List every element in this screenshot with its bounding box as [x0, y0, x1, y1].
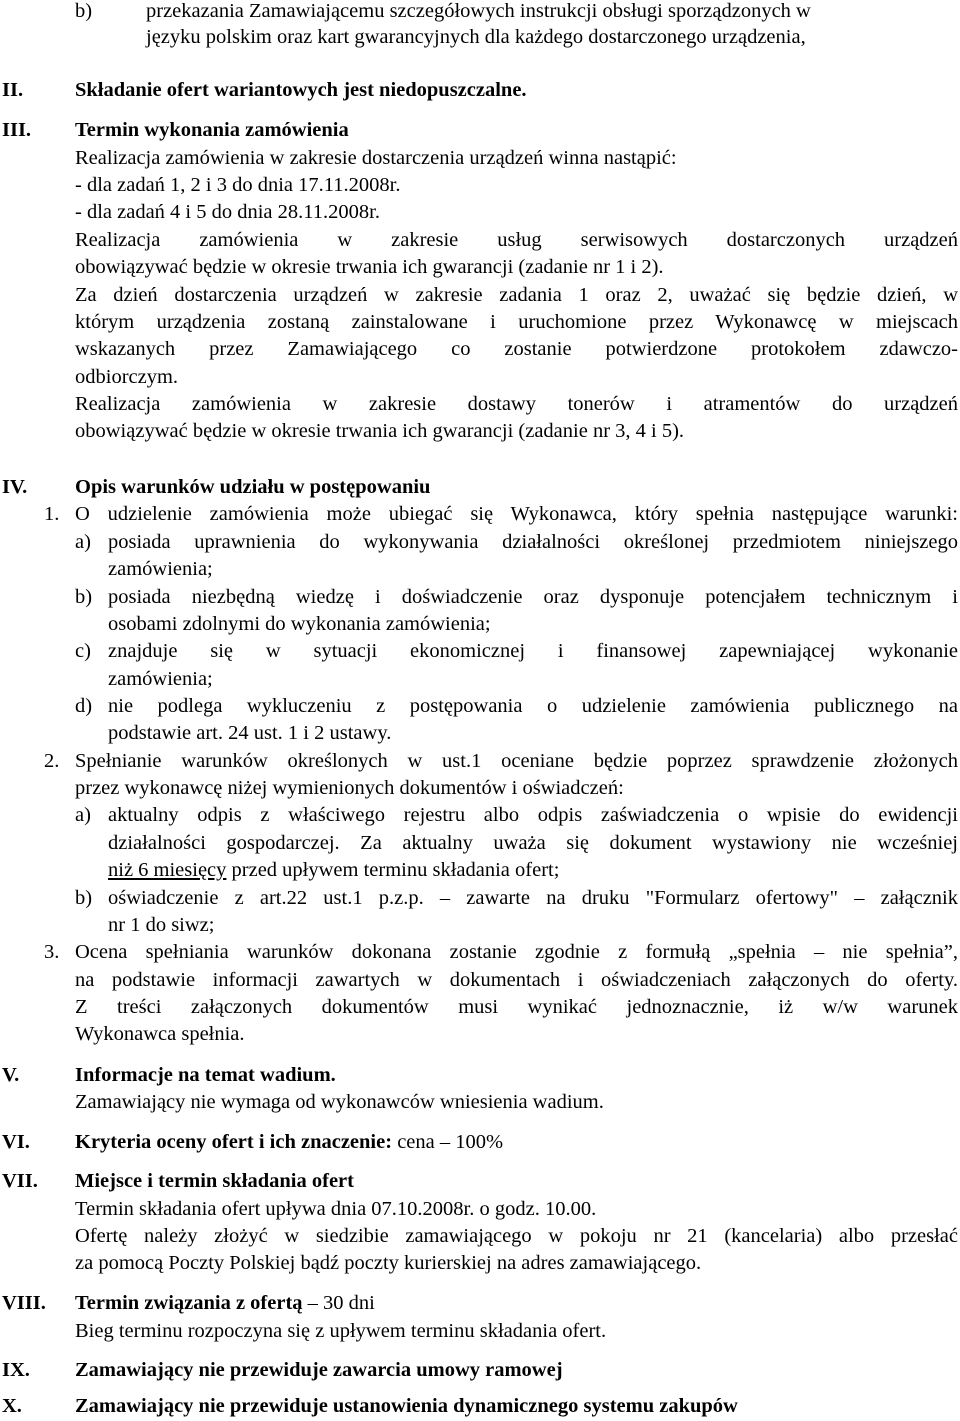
item-text: oświadczenie z art.22 ust.1 p.z.p. – zawarte na druku "Formularz ofertowy" – załącznik [108, 887, 958, 909]
item-letter: b) [75, 586, 93, 608]
item-text: posiada uprawnienia do wykonywania działalności określonej przedmiotem niniejszego [108, 531, 958, 553]
paragraph-line: - dla zadań 4 i 5 do dnia 28.11.2008r. [75, 201, 380, 223]
section-title: Termin związania z ofertą [75, 1292, 303, 1314]
item-text: podstawie art. 24 ust. 1 i 2 ustawy. [108, 722, 392, 744]
paragraph-line: obowiązywać będzie w okresie trwania ich gwarancji (zadanie nr 3, 4 i 5). [75, 420, 685, 442]
item-text: znajduje się w sytuacji ekonomicznej i finansowej zapewniającej wykonanie [108, 640, 958, 662]
item-text: przez wykonawcę niżej wymienionych dokumentów i oświadczeń: [75, 777, 624, 799]
item-text: osobami zdolnymi do wykonania zamówienia; [108, 613, 491, 635]
item-text: nie podlega wykluczeniu z postępowania o udzielenie zamówienia publicznego na [108, 695, 958, 717]
item-letter: a) [75, 804, 91, 826]
section-number: IX. [2, 1359, 30, 1381]
paragraph-line: wskazanych przez Zamawiającego co zostanie potwierdzone protokołem zdawczo- [75, 338, 958, 360]
paragraph-line: obowiązywać będzie w okresie trwania ich gwarancji (zadanie nr 1 i 2). [75, 256, 664, 278]
item-text: Ocena spełniania warunków dokonana zostanie zgodnie z formułą „spełnia – nie spełnia”, [75, 941, 958, 963]
paragraph-line: Za dzień dostarczenia urządzeń w zakresie zadania 1 oraz 2, uważać się będzie dzień, w [75, 284, 958, 306]
item-number: 2. [44, 750, 60, 772]
item-text: zamówienia; [108, 668, 213, 690]
section-number: X. [2, 1395, 22, 1417]
item-text: posiada niezbędną wiedzę i doświadczenie oraz dysponuje potencjałem technicznym i [108, 586, 958, 608]
paragraph-line: Ofertę należy złożyć w siedzibie zamawiającego w pokoju nr 21 (kancelaria) albo przesłać [75, 1225, 958, 1247]
item-text: na podstawie informacji zawartych w dokumentach i oświadczeniach załączonych do oferty. [75, 969, 958, 991]
section-title: Zamawiający nie przewiduje zawarcia umowy ramowej [75, 1359, 563, 1381]
item-letter: b) [75, 887, 93, 909]
section-number: V. [2, 1064, 20, 1086]
item-text: Wykonawca spełnia. [75, 1023, 245, 1045]
section-number: VIII. [2, 1292, 46, 1314]
section-title: Składanie ofert wariantowych jest niedopuszczalne. [75, 79, 527, 101]
item-letter: b) [75, 0, 93, 22]
item-letter: c) [75, 640, 91, 662]
item-text-composite [108, 857, 559, 883]
underlined-text: niż 6 miesięcy [108, 859, 227, 881]
section-number: IV. [2, 476, 28, 498]
section-title: Miejsce i termin składania ofert [75, 1170, 354, 1192]
item-number: 3. [44, 941, 60, 963]
paragraph-line: odbiorczym. [75, 366, 179, 388]
paragraph-line: Zamawiający nie wymaga od wykonawców wniesienia wadium. [75, 1091, 604, 1113]
section-title: Informacje na temat wadium. [75, 1064, 336, 1086]
paragraph-line: Realizacja zamówienia w zakresie dostarczenia urządzeń winna nastąpić: [75, 147, 677, 169]
paragraph-line: Realizacja zamówienia w zakresie dostawy tonerów i atramentów do urządzeń [75, 393, 958, 415]
paragraph-line: za pomocą Poczty Polskiej bądź poczty kurierskiej na adres zamawiającego. [75, 1252, 702, 1274]
section-value: – 30 dni [302, 1292, 375, 1314]
section-number: VI. [2, 1131, 30, 1153]
item-text: działalności gospodarczej. Za aktualny uważa się dokument wystawiony nie wcześniej [108, 832, 958, 854]
item-text: przed upływem terminu składania ofert; [226, 859, 560, 881]
section-title-composite [75, 1129, 503, 1155]
section-title: Termin wykonania zamówienia [75, 119, 349, 141]
paragraph-line: - dla zadań 1, 2 i 3 do dnia 17.11.2008r. [75, 174, 401, 196]
paragraph-line: Realizacja zamówienia w zakresie usług serwisowych dostarczonych urządzeń [75, 229, 958, 251]
item-text: zamówienia; [108, 558, 213, 580]
section-title: Zamawiający nie przewiduje ustanowienia dynamicznego systemu zakupów [75, 1395, 738, 1417]
item-text: aktualny odpis z właściwego rejestru albo odpis zaświadczenia o wpisie do ewidencji [108, 804, 958, 826]
item-text: przekazania Zamawiającemu szczegółowych instrukcji obsługi sporządzonych w [146, 0, 811, 22]
item-text: O udzielenie zamówienia może ubiegać się Wykonawca, który spełnia następujące warunki: [75, 503, 958, 525]
item-text: Spełnianie warunków określonych w ust.1 oceniane będzie poprzez sprawdzenie złożonych [75, 750, 958, 772]
paragraph-line: Bieg terminu rozpoczyna się z upływem terminu składania ofert. [75, 1320, 607, 1342]
item-letter: d) [75, 695, 93, 717]
section-title: Opis warunków udziału w postępowaniu [75, 476, 431, 498]
paragraph-line: Termin składania ofert upływa dnia 07.10.2008r. o godz. 10.00. [75, 1198, 597, 1220]
item-number: 1. [44, 503, 60, 525]
section-value: cena – 100% [392, 1131, 504, 1153]
item-text: Z treści załączonych dokumentów musi wynikać jednoznacznie, iż w/w warunek [75, 996, 958, 1018]
item-text: nr 1 do siwz; [108, 914, 215, 936]
paragraph-line: którym urządzenia zostaną zainstalowane i uruchomione przez Wykonawcę w miejscach [75, 311, 958, 333]
section-number: III. [2, 119, 32, 141]
item-letter: a) [75, 531, 91, 553]
section-number: II. [2, 79, 24, 101]
section-number: VII. [2, 1170, 38, 1192]
section-title: Kryteria oceny ofert i ich znaczenie: [75, 1131, 393, 1153]
item-text: języku polskim oraz kart gwarancyjnych dla każdego dostarczonego urządzenia, [146, 26, 806, 48]
section-title-composite [75, 1290, 375, 1316]
